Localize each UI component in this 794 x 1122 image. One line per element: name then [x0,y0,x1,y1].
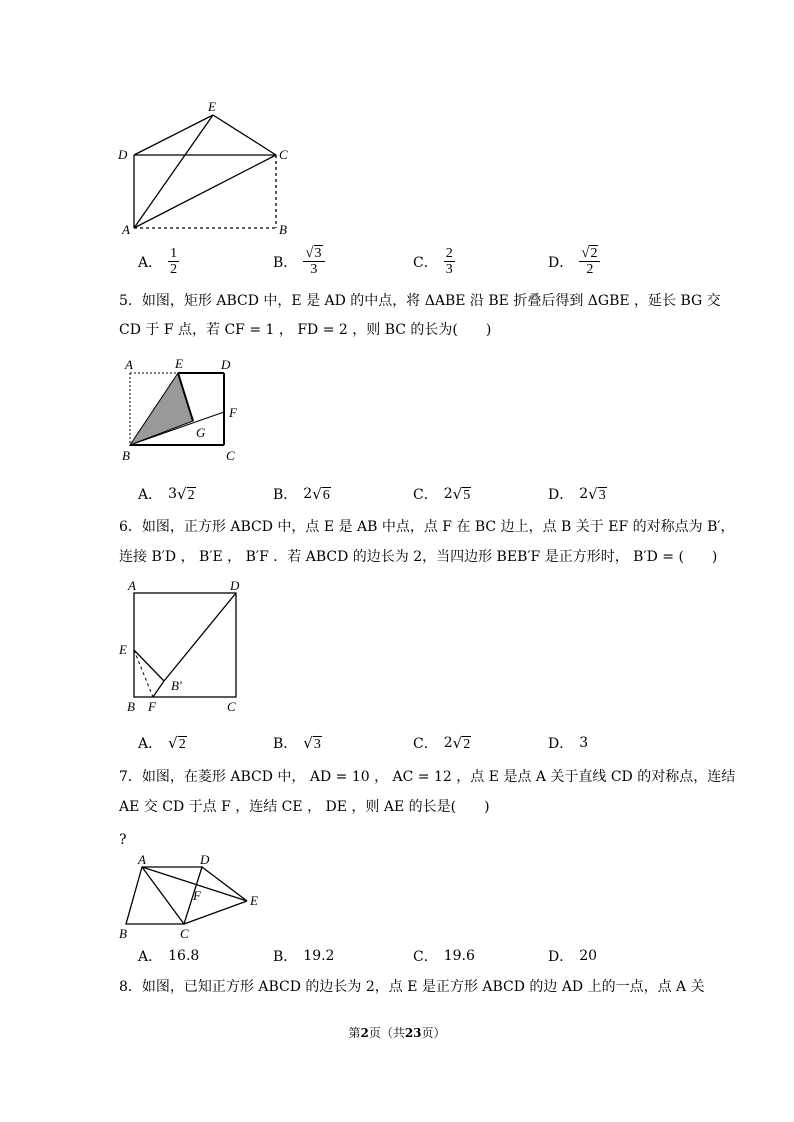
option-label: C． [413,487,438,503]
q6-label-B: B [127,699,135,714]
q7-label-A: A [138,852,146,867]
option-label: C． [413,254,438,271]
option-label: D． [548,254,574,271]
q6-option-b: B． √3 [273,733,321,752]
coefficient: 2 [443,486,453,502]
option-label: B． [273,487,298,503]
q7-label-C: C [180,926,189,941]
q5-label-C: C [226,448,235,463]
q5-figure [116,354,246,464]
q6-label-B-prime: B′ [171,678,182,693]
fraction [303,246,324,277]
option-value: 3 [579,735,589,751]
q4-label-C: C [279,147,288,162]
q6-option-d [548,733,588,753]
footer-middle: 页（共 [368,1026,405,1040]
q4-label-B: B [279,222,287,237]
denominator: 3 [310,262,318,277]
option-label: B． [273,254,298,271]
option-label: A． [138,736,163,752]
footer-suffix: 页） [421,1026,446,1040]
q6-option-c: C． 2 √2 [413,733,471,752]
q5-line2: CD 于 F 点，若 CF = 1 ， FD = 2 ，则 BC 的长为( ) [119,322,492,338]
q4-option-a [138,246,179,277]
option-value: 19.6 [443,948,475,964]
q6-option-a: A． √2 [138,733,186,752]
q5-option-b: B． 2 √6 [273,484,330,503]
q7-option-a [138,946,199,966]
numerator: √3 [303,246,324,262]
option-label: B． [273,736,298,752]
numerator: √2 [579,246,600,262]
option-value: 19.2 [303,948,335,964]
footer-prefix: 第 [348,1026,361,1040]
q4-label-A: A [122,222,130,237]
q5-label-G: G [196,425,206,440]
q6-line2: 连接 B′D ， B′E ， B′F ．若 ABCD 的边长为 2，当四边形 BEB′F 是正方形时， B′D = ( ) [119,549,718,565]
coefficient: 3 [168,486,178,502]
fraction [444,246,455,277]
footer-total-pages: 23 [404,1026,422,1040]
option-label: A． [138,949,163,965]
denominator: 2 [170,262,178,277]
q4-option-c [413,246,455,277]
q6-line1: 6．如图，正方形 ABCD 中，点 E 是 AB 中点，点 F 在 BC 边上，点 B 关于 EF 的对称点为 B′， [119,519,735,535]
option-value: 16.8 [168,948,200,964]
q4-option-b [273,246,325,277]
q4-figure [110,96,310,238]
option-label: A． [138,254,163,271]
radicand: 6 [322,487,330,503]
q5-label-B: B [122,448,130,463]
q4-label-D: D [118,147,128,162]
radicand: 3 [314,246,322,261]
q7-line2: AE 交 CD 于点 F ，连结 CE ， DE ，则 AE 的长是( ) [119,799,490,815]
q7-label-E: E [250,893,258,908]
q4-label-E: E [208,99,216,114]
q6-label-F: F [148,699,156,714]
option-label: D． [548,949,574,965]
radicand: 2 [187,487,195,503]
option-label: C． [413,949,438,965]
radicand: 2 [463,736,471,752]
coefficient: 2 [303,486,313,502]
q8-line1: 8．如图，已知正方形 ABCD 的边长为 2，点 E 是正方形 ABCD 的边 AD 上的一点，点 A 关 [119,979,705,995]
option-value: 20 [579,948,598,964]
numerator: 1 [170,246,178,261]
q6-figure [114,578,254,718]
page-footer [0,1024,794,1041]
footer-page-number: 2 [360,1026,369,1040]
denominator: 2 [586,262,594,277]
fraction [579,246,600,277]
fraction [168,246,179,277]
coefficient: 2 [443,735,453,751]
q5-label-E: E [175,356,183,371]
radicand: 5 [463,487,471,503]
q7-option-b [273,946,334,966]
radicand: 2 [178,736,186,752]
coefficient: 2 [579,486,589,502]
option-label: D． [548,487,574,503]
q5-option-c: C． 2 √5 [413,484,471,503]
q5-option-d: D． 2 √3 [548,484,606,503]
q7-label-B: B [119,926,127,941]
q7-figure [112,851,272,943]
q7-label-F: F [193,888,201,903]
q5-label-F: F [229,405,237,420]
q6-label-C: C [227,699,236,714]
numerator: 2 [445,246,453,261]
option-label: C． [413,736,438,752]
radicand: 3 [313,736,321,752]
q5-label-A: A [125,357,133,372]
q5-option-a: A． 3 √2 [138,484,195,503]
q6-label-D: D [230,578,240,593]
denominator: 3 [445,262,453,277]
q5-label-D: D [221,357,231,372]
q6-label-A: A [128,578,136,593]
radicand: 3 [598,487,606,503]
q7-stray-mark: ? [119,832,127,848]
q7-label-D: D [200,852,210,867]
radicand: 2 [590,246,598,261]
option-label: B． [273,949,298,965]
q7-option-d [548,946,597,966]
option-label: A． [138,487,163,503]
q7-line1: 7．如图，在菱形 ABCD 中， AD = 10 ， AC = 12 ，点 E 是点 A 关于直线 CD 的对称点，连结 [119,769,736,785]
option-label: D． [548,736,574,752]
q6-label-E: E [119,642,127,657]
q4-option-d [548,246,600,277]
q5-line1: 5．如图，矩形 ABCD 中，E 是 AD 的中点，将 ΔABE 沿 BE 折叠后得到 ΔGBE ，延长 BG 交 [119,293,721,309]
q7-option-c [413,946,475,966]
